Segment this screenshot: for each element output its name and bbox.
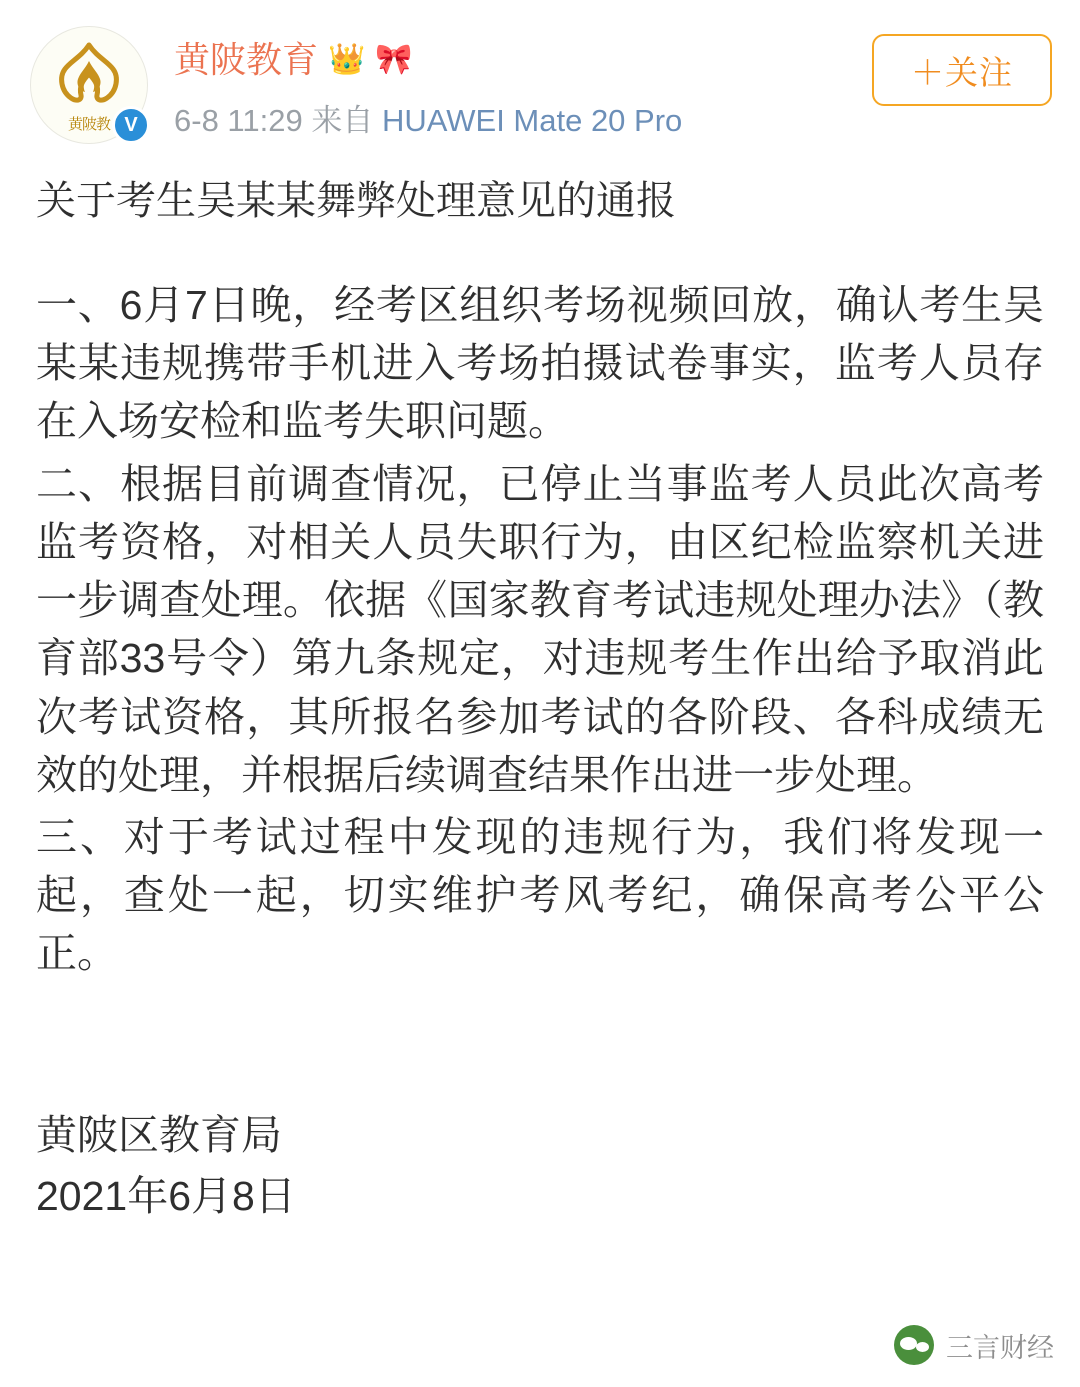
post-paragraph-3: 三、对于考试过程中发现的违规行为，我们将发现一起，查处一起，切实维护考风考纪，确保高考公平公正。 — [36, 813, 1044, 977]
post-paragraph-2: 二、根据目前调查情况，已停止当事监考人员此次高考监考资格，对相关人员失职行为，由区纪检监察机关进一步调查处理。依据《国家教育考试违规处理办法》（教育部33号令）第九条规定，对违规考生作出给予取消此次考试资格，其所报名参加考试的各阶段、各科成绩无效的处理，并根据后续调查结果作出进一步处理。 — [36, 460, 1044, 798]
wechat-icon — [894, 1325, 934, 1365]
avatar[interactable] — [30, 26, 148, 144]
content-spacer — [36, 987, 1044, 1105]
source-prefix: 来自 — [311, 103, 374, 139]
watermark — [894, 1325, 1054, 1365]
crown-icon: 👑 — [328, 42, 366, 76]
post-header — [0, 0, 1080, 144]
signature-date: 2021年6月8日 — [36, 1173, 296, 1220]
post-title: 关于考生吴某某舞弊处理意见的通报 — [36, 179, 676, 223]
signature-organization: 黄陂区教育局 — [36, 1111, 282, 1158]
post-timestamp: 6-8 11:29 — [174, 103, 303, 139]
post-paragraph-1: 一、6月7日晚，经考区组织考场视频回放，确认考生吴某某违规携带手机进入考场拍摄试卷事实，监考人员存在入场安检和监考失职问题。 — [36, 282, 1044, 445]
watermark-label: 三言财经 — [946, 1332, 1054, 1363]
gift-icon: 🎀 — [375, 42, 413, 76]
account-nickname[interactable]: 黄陂教育 — [174, 39, 319, 80]
post-source-device[interactable]: HUAWEI Mate 20 Pro — [381, 103, 683, 139]
follow-button[interactable]: ＋关注 — [872, 34, 1052, 106]
flame-logo-icon — [51, 41, 127, 107]
post-body — [0, 144, 1080, 1228]
avatar-brand-text: 黄陂教 — [67, 116, 110, 133]
verified-badge-icon: V — [112, 106, 150, 144]
